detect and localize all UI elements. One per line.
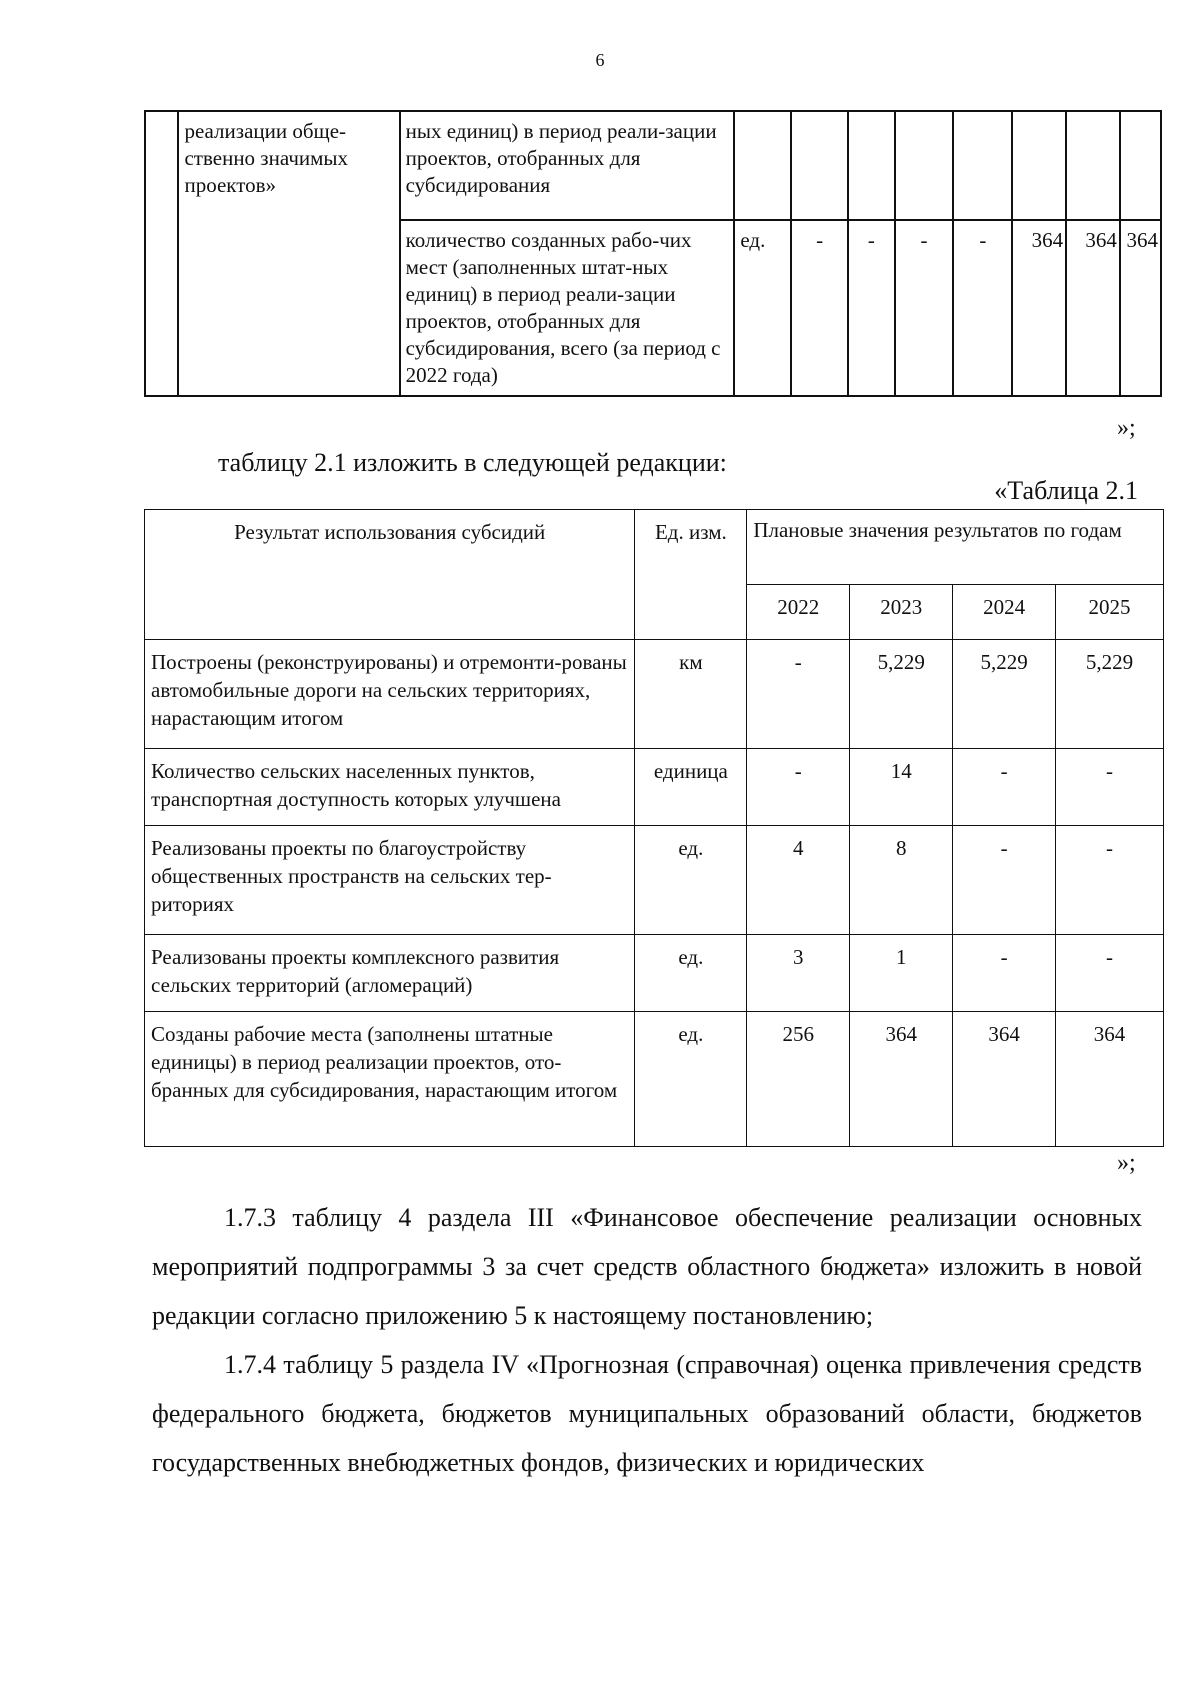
value-cell: 8 [850,826,953,935]
paragraph: 1.7.3 таблицу 4 раздела III «Финансовое обеспечение реализации основных мероприятий подпрограммы 3 за счет средств областного бюджета» изложить в новой редакции согласно приложению 5 к настоящему постановлению; [152,1203,1142,1330]
page-number: 6 [595,50,605,70]
value-cell: - [1056,935,1164,1012]
value-cell: - [1056,826,1164,935]
value-cell: 5,229 [850,640,953,749]
header-unit: Ед. изм. [635,510,747,640]
closing-quote: »; [1117,1150,1136,1176]
table-row [145,111,1161,220]
value-cell: 364 [953,1012,1056,1147]
value-cell: - [953,826,1056,935]
table-row [145,1012,1164,1147]
value-cell: 256 [747,1012,850,1147]
table-row [145,640,1164,749]
header-plan: Плановые значения результатов по годам [747,510,1164,585]
value-cell: - [953,220,1012,396]
value-cell: - [953,935,1056,1012]
unit-cell: ед. [635,826,747,935]
year-header: 2024 [953,585,1056,640]
value-cell: 364 [1066,220,1120,396]
value-cell: - [747,640,850,749]
value-cell: - [1056,749,1164,826]
table-caption: «Таблица 2.1 [994,476,1138,505]
value-cell: 5,229 [1056,640,1164,749]
value-cell: 4 [747,826,850,935]
result-cell: Реализованы проекты по благоустройству общественных пространств на сельских тер-риториях [145,826,635,935]
value-cell: - [747,749,850,826]
indicator-desc-cell: количество созданных рабо-чих мест (заполненных штат-ных единиц) в период реали-зации проектов, отобранных для субсидирования, всего (за период с 2022 года) [400,220,735,396]
table-row [145,935,1164,1012]
result-cell: Построены (реконструированы) и отремонти-рованы автомобильные дороги на сельских территориях, нарастающим итогом [145,640,635,749]
unit-cell: км [635,640,747,749]
unit-cell: единица [635,749,747,826]
year-header: 2023 [850,585,953,640]
unit-cell: ед. [734,220,791,396]
table-cell-empty [145,111,178,396]
header-result: Результат использования субсидий [145,510,635,640]
value-cell: - [848,220,895,396]
value-cell: 364 [1056,1012,1164,1147]
value-cell: - [791,220,848,396]
value-cell: 14 [850,749,953,826]
value-cell: - [895,220,954,396]
result-cell: Количество сельских населенных пунктов, транспортная доступность которых улучшена [145,749,635,826]
paragraph: 1.7.4 таблицу 5 раздела IV «Прогнозная (справочная) оценка привлечения средств федерального бюджета, бюджетов муниципальных образований области, бюджетов государственных внебюджетных фондов, физических и юридических [152,1350,1142,1477]
year-header: 2022 [747,585,850,640]
closing-quote: »; [1117,415,1136,441]
value-cell: 5,229 [953,640,1056,749]
result-cell: Созданы рабочие места (заполнены штатные единицы) в период реализации проектов, ото-бранных для субсидирования, нарастающим итогом [145,1012,635,1147]
table-header-row [145,510,1164,585]
table-row [145,826,1164,935]
year-header: 2025 [1056,585,1164,640]
result-cell: Реализованы проекты комплексного развития сельских территорий (агломераций) [145,935,635,1012]
value-cell: 3 [747,935,850,1012]
intro-text: таблицу 2.1 изложить в следующей редакции: [218,448,727,477]
value-cell: 364 [1012,220,1066,396]
value-cell: 364 [1120,220,1161,396]
table-row [145,749,1164,826]
continuation-table [144,110,1162,397]
value-cell: - [953,749,1056,826]
unit-cell: ед. [635,935,747,1012]
event-name-cell: реализации обще-ственно значимых проектов» [178,111,399,396]
indicator-desc-cell: ных единиц) в период реали-зации проектов, отобранных для субсидирования [400,111,735,220]
value-cell: 1 [850,935,953,1012]
unit-cell: ед. [635,1012,747,1147]
table-2-1 [144,509,1164,1147]
value-cell: 364 [850,1012,953,1147]
